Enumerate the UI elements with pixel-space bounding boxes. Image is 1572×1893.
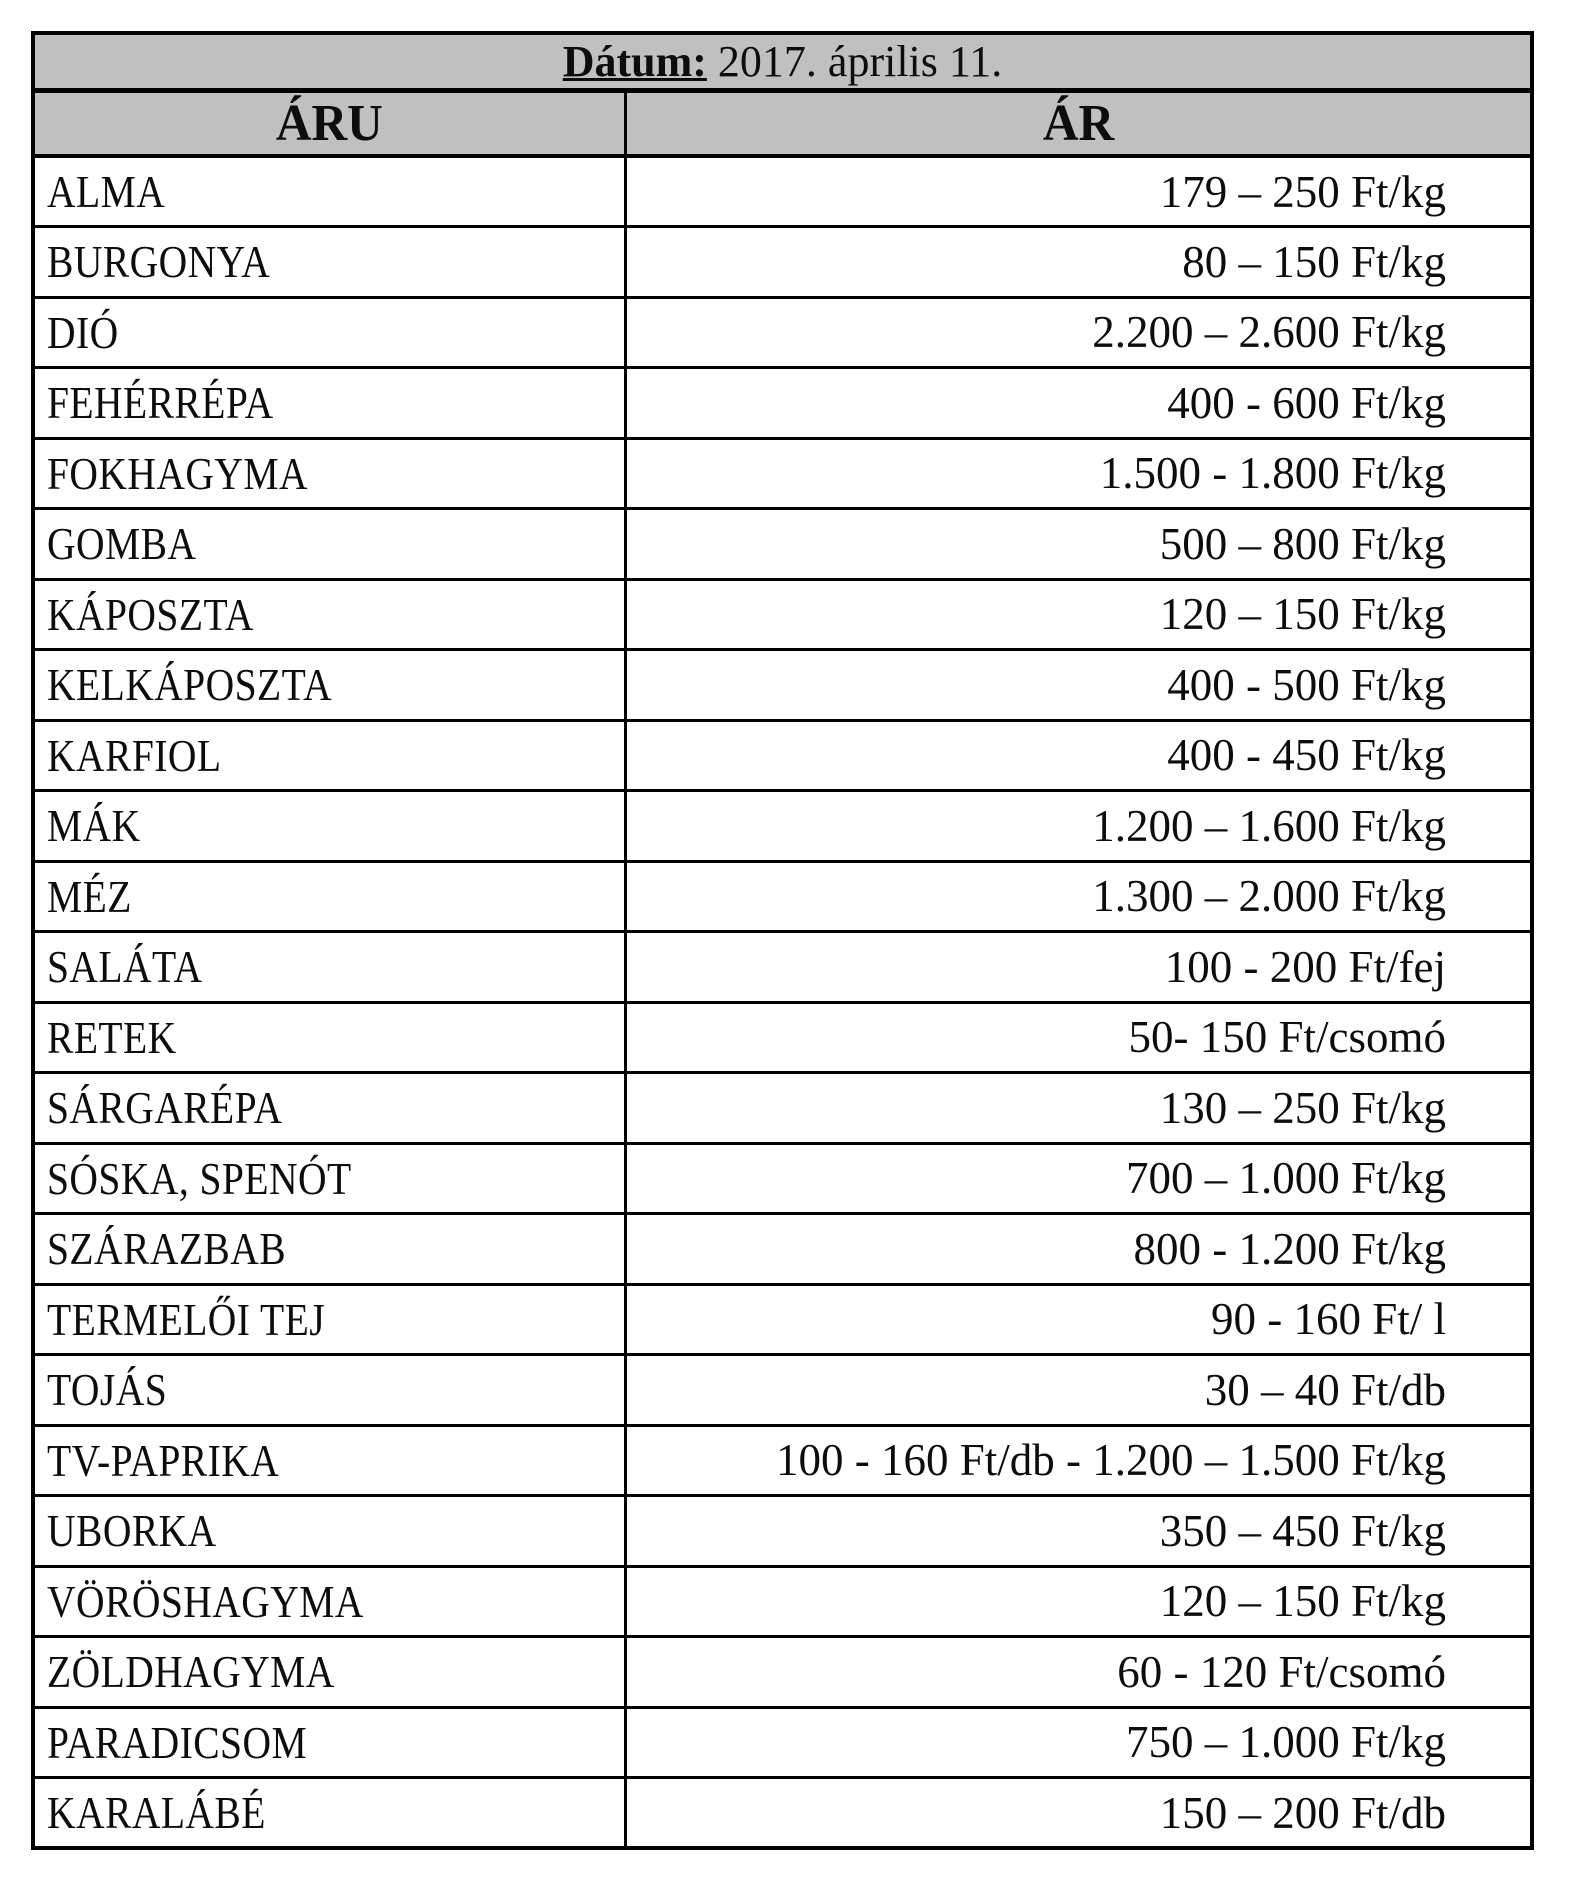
item-name-cell (33, 1002, 625, 1073)
column-header-price (625, 91, 1532, 157)
date-label: Dátum: (562, 37, 707, 86)
table-row (33, 720, 1532, 791)
item-name: TERMELŐI TEJ (47, 1293, 326, 1345)
item-name-cell (33, 650, 625, 721)
table-row (33, 227, 1532, 298)
table-row (33, 297, 1532, 368)
item-name-cell (33, 1214, 625, 1285)
item-price: 500 – 800 Ft/kg (625, 509, 1532, 580)
table-row (33, 579, 1532, 650)
item-name-cell (33, 932, 625, 1003)
item-price: 750 – 1.000 Ft/kg (625, 1707, 1532, 1778)
item-name: SALÁTA (47, 941, 203, 993)
date-row (33, 33, 1532, 91)
table-row (33, 1073, 1532, 1144)
item-price: 1.500 - 1.800 Ft/kg (625, 438, 1532, 509)
item-price: 1.300 – 2.000 Ft/kg (625, 861, 1532, 932)
table-row (33, 509, 1532, 580)
item-price: 50- 150 Ft/csomó (625, 1002, 1532, 1073)
table-row (33, 1707, 1532, 1778)
table-row (33, 1214, 1532, 1285)
item-price: 350 – 450 Ft/kg (625, 1496, 1532, 1567)
item-price: 800 - 1.200 Ft/kg (625, 1214, 1532, 1285)
item-name: TOJÁS (47, 1364, 168, 1416)
item-name-cell (33, 1425, 625, 1496)
item-name: VÖRÖSHAGYMA (47, 1575, 364, 1627)
table-row (33, 1002, 1532, 1073)
item-name: FEHÉRRÉPA (47, 377, 274, 429)
date-cell (33, 33, 1532, 91)
item-price: 150 – 200 Ft/db (625, 1778, 1532, 1849)
item-price: 60 - 120 Ft/csomó (625, 1637, 1532, 1708)
item-name-cell (33, 368, 625, 439)
item-price: 30 – 40 Ft/db (625, 1355, 1532, 1426)
table-row (33, 791, 1532, 862)
item-name: UBORKA (47, 1505, 217, 1557)
item-name-cell (33, 1707, 625, 1778)
item-price: 700 – 1.000 Ft/kg (625, 1143, 1532, 1214)
table-header (33, 33, 1532, 156)
item-name-cell (33, 438, 625, 509)
item-name-cell (33, 720, 625, 791)
item-price: 400 - 500 Ft/kg (625, 650, 1532, 721)
item-name: KÁPOSZTA (47, 588, 254, 640)
item-name-cell (33, 1496, 625, 1567)
item-name: FOKHAGYMA (47, 447, 309, 499)
item-name: SZÁRAZBAB (47, 1223, 287, 1275)
item-name-cell (33, 1566, 625, 1637)
date-value: 2017. április 11. (706, 37, 1003, 86)
item-name: KARFIOL (47, 729, 222, 781)
item-name-cell (33, 509, 625, 580)
table-row (33, 1637, 1532, 1708)
table-row (33, 1284, 1532, 1355)
item-name: PARADICSOM (47, 1716, 308, 1768)
item-price: 120 – 150 Ft/kg (625, 1566, 1532, 1637)
table-row (33, 1143, 1532, 1214)
item-name: GOMBA (47, 518, 197, 570)
item-name: KELKÁPOSZTA (47, 659, 333, 711)
item-name: SÁRGARÉPA (47, 1082, 283, 1134)
item-price: 100 - 200 Ft/fej (625, 932, 1532, 1003)
table-row (33, 1566, 1532, 1637)
item-name-cell (33, 1355, 625, 1426)
price-table-body (33, 156, 1532, 1848)
item-price: 100 - 160 Ft/db - 1.200 – 1.500 Ft/kg (625, 1425, 1532, 1496)
item-name: MÉZ (47, 870, 132, 922)
item-price: 400 - 450 Ft/kg (625, 720, 1532, 791)
price-list-table (31, 31, 1534, 1850)
item-name-cell (33, 1143, 625, 1214)
item-price: 130 – 250 Ft/kg (625, 1073, 1532, 1144)
item-price: 2.200 – 2.600 Ft/kg (625, 297, 1532, 368)
item-price: 179 – 250 Ft/kg (625, 156, 1532, 227)
item-price: 1.200 – 1.600 Ft/kg (625, 791, 1532, 862)
item-name-cell (33, 227, 625, 298)
table-row (33, 861, 1532, 932)
item-name-cell (33, 861, 625, 932)
table-row (33, 650, 1532, 721)
table-row (33, 1778, 1532, 1849)
column-header-item-label: ÁRU (275, 95, 383, 152)
item-name: KARALÁBÉ (47, 1787, 266, 1838)
item-name-cell (33, 1073, 625, 1144)
table-row (33, 368, 1532, 439)
column-header-price-label: ÁR (1042, 95, 1114, 152)
item-name-cell (33, 1637, 625, 1708)
item-name-cell (33, 1778, 625, 1849)
item-price: 90 - 160 Ft/ l (625, 1284, 1532, 1355)
table-row (33, 932, 1532, 1003)
table-row (33, 1425, 1532, 1496)
item-name-cell (33, 156, 625, 227)
table-row (33, 438, 1532, 509)
column-header-row (33, 91, 1532, 157)
table-row (33, 1355, 1532, 1426)
item-price: 80 – 150 Ft/kg (625, 227, 1532, 298)
item-name: RETEK (47, 1011, 177, 1063)
item-name: ZÖLDHAGYMA (47, 1646, 335, 1698)
item-name-cell (33, 791, 625, 862)
item-name: MÁK (47, 800, 141, 852)
table-row (33, 1496, 1532, 1567)
item-name: TV-PAPRIKA (47, 1434, 280, 1486)
item-price: 400 - 600 Ft/kg (625, 368, 1532, 439)
item-name: ALMA (47, 166, 166, 217)
item-name-cell (33, 579, 625, 650)
table-row (33, 156, 1532, 227)
item-name: DIÓ (47, 306, 119, 358)
column-header-item (33, 91, 625, 157)
item-name-cell (33, 1284, 625, 1355)
item-name: BURGONYA (47, 236, 271, 288)
item-name: SÓSKA, SPENÓT (47, 1152, 352, 1204)
item-price: 120 – 150 Ft/kg (625, 579, 1532, 650)
item-name-cell (33, 297, 625, 368)
